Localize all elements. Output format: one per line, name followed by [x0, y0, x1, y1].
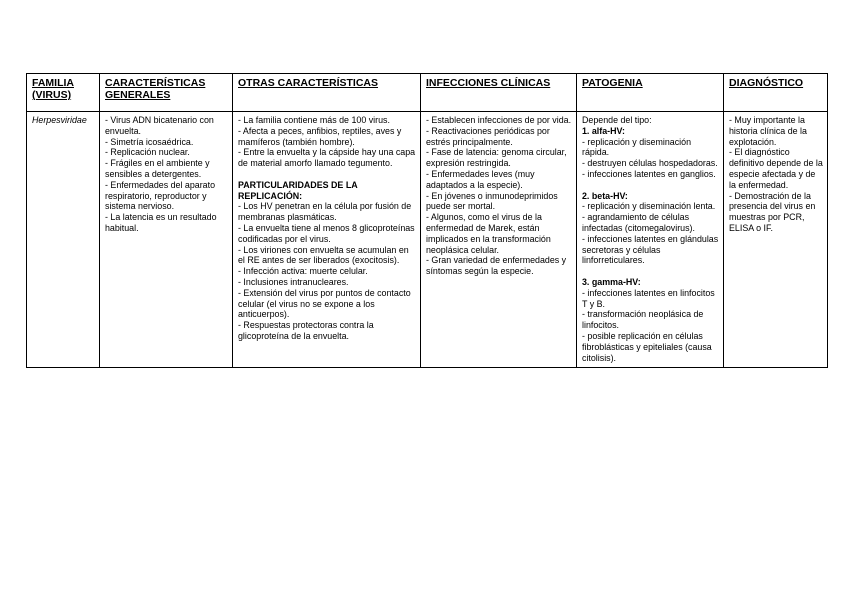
list-item: - Entre la envuelta y la cápside hay una capa de material amorfo llamado tegumento. [238, 147, 418, 169]
patogenia-cell [577, 112, 724, 368]
list-item: - Extensión del virus por puntos de contacto celular (el virus no se expone a los anticuerpos). [238, 287, 414, 320]
list-item: - Establecen infecciones de por vida. [426, 115, 572, 125]
list-item: - La envuelta tiene al menos 8 glicoproteínas codificadas por el virus. [238, 222, 418, 244]
list-item: - Virus ADN bicatenario con envuelta. [105, 115, 217, 136]
list-item: - Frágiles en el ambiente y sensibles a detergentes. [105, 158, 213, 179]
list-item: - Enfermedades del aparato respiratorio, reproductor y sistema nervioso. [105, 179, 218, 212]
list-item: - transformación neoplásica de linfocitos. [582, 309, 706, 331]
replicacion-title: PARTICULARIDADES DE LA REPLICACIÓN: [238, 179, 360, 201]
header-row [27, 74, 828, 112]
spacer [582, 180, 719, 191]
list-item: - infecciones latentes en ganglios. [582, 168, 716, 179]
list-item: - Afecta a peces, anfibios, reptiles, aves y mamíferos (también hombre). [238, 125, 404, 147]
list-item: - Enfermedades leves (muy adaptados a la especie). [426, 168, 537, 190]
list-item: - En jóvenes o inmunodeprimidos puede ser mortal. [426, 190, 561, 212]
spacer [582, 266, 719, 277]
list-item: - Inclusiones intranucleares. [238, 276, 349, 287]
table-row [27, 112, 828, 368]
list-item: - destruyen células hospedadoras. [582, 158, 718, 169]
list-item: - Los viriones con envuelta se acumulan en el RE antes de ser liberados (exocitosis). [238, 244, 412, 266]
list-item: - Algunos, como el virus de la enfermedad de Marek, están implicados en la transformación neoplásica celular. [426, 212, 554, 255]
list-item: - La latencia es un resultado habitual. [105, 212, 219, 233]
patogenia-intro: Depende del tipo: [582, 115, 652, 125]
list-item: - Simetría icosaédrica. [105, 136, 194, 147]
list-item: - Demostración de la presencia del virus en muestras por PCR, ELISA o IF. [729, 190, 818, 233]
list-item: - Respuestas protectoras contra la glicoproteína de la envuelta. [238, 320, 377, 341]
spacer [238, 169, 416, 180]
list-item: - Muy importante la historia clínica de la explotación. [729, 115, 810, 147]
list-item: - infecciones latentes en glándulas secretoras y células linforreticulares. [582, 233, 721, 266]
beta-title: 2. beta-HV: [582, 190, 628, 201]
infecciones-clinicas-cell [421, 112, 577, 368]
list-item: - Los HV penetran en la célula por fusión de membranas plasmáticas. [238, 201, 414, 223]
diagnostico-cell [724, 112, 828, 368]
header-caracteristicas-generales: CARACTERÍSTICAS GENERALES [100, 74, 233, 112]
list-item: - Gran variedad de enfermedades y síntomas según la especie. [426, 255, 569, 277]
gamma-title: 3. gamma-HV: [582, 276, 641, 287]
header-otras-caracteristicas: OTRAS CARACTERÍSTICAS [233, 74, 421, 112]
list-item: - replicación y diseminación rápida. [582, 136, 694, 158]
list-item: - El diagnóstico definitivo depende de la especie afectada y de la enfermedad. [729, 147, 826, 190]
list-item: - La familia contiene más de 100 virus. [238, 115, 390, 125]
header-familia: FAMILIA (VIRUS) [27, 74, 100, 112]
header-diagnostico: DIAGNÓSTICO [724, 74, 828, 112]
list-item: - replicación y diseminación lenta. [582, 201, 716, 212]
list-item: - Infección activa: muerte celular. [238, 266, 368, 277]
list-item: - agrandamiento de células infectadas (citomegalovirus). [582, 212, 695, 233]
familia-cell: Herpesviridae [27, 112, 100, 368]
list-item: - Replicación nuclear. [105, 147, 190, 158]
alfa-title: 1. alfa-HV: [582, 125, 625, 136]
herpesviridae-table [26, 73, 828, 368]
header-patogenia: PATOGENIA [577, 74, 724, 112]
list-item: - posible replicación en células fibroblásticas y epiteliales (causa citolisis). [582, 330, 715, 363]
header-infecciones-clinicas: INFECCIONES CLÍNICAS [421, 74, 577, 112]
list-item: - Reactivaciones periódicas por estrés principalmente. [426, 125, 553, 147]
otras-caracteristicas-cell [233, 112, 421, 368]
list-item: - infecciones latentes en linfocitos T y B. [582, 287, 718, 309]
caracteristicas-generales-cell [100, 112, 233, 368]
list-item: - Fase de latencia: genoma circular, expresión restringida. [426, 147, 570, 169]
